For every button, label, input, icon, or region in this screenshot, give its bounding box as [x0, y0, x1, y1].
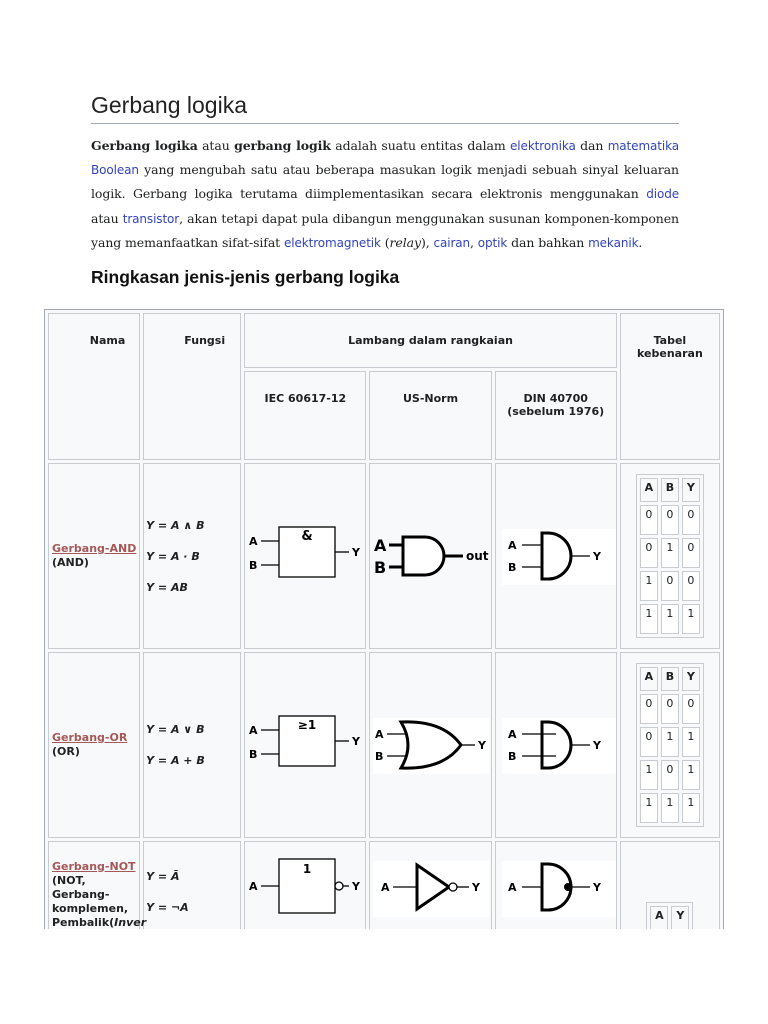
- iec-label: &: [301, 529, 314, 544]
- pin-y-label: Y: [352, 546, 361, 559]
- intro-text: dan bahkan: [507, 234, 589, 250]
- tt-cell: 0: [640, 538, 658, 568]
- tt-cell: 0: [661, 505, 679, 535]
- output-label: out: [465, 549, 489, 563]
- table-row-and: [48, 463, 720, 649]
- truth-table-or: [636, 663, 704, 827]
- function-formula: Y = A + B: [146, 754, 205, 767]
- symbol-us-or: [369, 652, 491, 838]
- tt-cell: 1: [682, 793, 700, 823]
- truth-table-cell: [620, 652, 720, 838]
- intro-text: ,: [470, 234, 478, 250]
- pin-y-label: Y: [592, 881, 601, 894]
- name-desc-italic: Inver: [114, 916, 147, 929]
- link-matematika-boolean[interactable]: matematika Boolean: [91, 139, 680, 178]
- pin-b-label: B: [507, 750, 517, 763]
- gates-table: [44, 309, 724, 929]
- pin-b-label: B: [249, 748, 258, 761]
- tt-header: Y: [682, 478, 700, 502]
- pin-a-label: A: [374, 728, 384, 741]
- truth-table-and: [636, 474, 704, 638]
- term-gerbang-logik: gerbang logik: [234, 138, 331, 153]
- tt-cell: 0: [661, 694, 679, 724]
- pin-a-label: A: [380, 881, 390, 894]
- pin-y-label: Y: [477, 739, 486, 752]
- link-optik[interactable]: optik: [477, 235, 508, 250]
- symbol-iec-not: [244, 841, 366, 929]
- pin-a-label: A: [507, 881, 517, 894]
- tt-header: B: [661, 667, 679, 691]
- tt-header: A: [640, 478, 658, 502]
- tt-cell: 1: [661, 604, 679, 634]
- header-lambang: Lambang dalam rangkaian: [244, 313, 617, 368]
- pin-a-label: A: [507, 728, 517, 741]
- function-cell: [143, 841, 241, 929]
- header-iec: IEC 60617-12: [244, 371, 366, 460]
- tt-cell: 0: [661, 571, 679, 601]
- symbol-din-or: [495, 652, 617, 838]
- function-formula: Y = Ā: [146, 870, 180, 883]
- intro-text: , akan tetapi dapat pula dibangun menggunakan susunan komponen-komponen yang memanfaatkan sifat-sifat: [91, 210, 679, 250]
- link-elektromagnetik[interactable]: elektromagnetik: [283, 235, 381, 250]
- truth-table-not: [646, 902, 693, 929]
- section-heading: Ringkasan jenis-jenis gerbang logika: [91, 267, 400, 288]
- symbol-din-and: [495, 463, 617, 649]
- pin-y-label: Y: [352, 735, 361, 748]
- function-formula: Y = A · B: [146, 549, 200, 563]
- tt-header: Y: [682, 667, 700, 691]
- name-cell: [48, 652, 140, 838]
- link-diode[interactable]: diode: [646, 187, 679, 202]
- pin-a-label: A: [373, 536, 386, 555]
- symbol-iec-and: [244, 463, 366, 649]
- tt-cell: 1: [661, 727, 679, 757]
- link-gerbang-or[interactable]: Gerbang-OR: [52, 731, 128, 744]
- term-gerbang-logika: Gerbang logika: [91, 138, 198, 153]
- iec-label: 1: [303, 862, 312, 876]
- link-gerbang-not[interactable]: Gerbang-NOT: [52, 860, 136, 873]
- intro-text: (: [380, 234, 390, 250]
- intro-paragraph: [91, 134, 679, 255]
- header-us-norm: US-Norm: [369, 371, 491, 460]
- link-gerbang-and[interactable]: Gerbang-AND: [52, 542, 137, 555]
- intro-text: .: [638, 234, 643, 250]
- pin-b-label: B: [373, 558, 386, 577]
- symbol-din-not: [495, 841, 617, 929]
- tt-header: A: [650, 906, 668, 929]
- symbol-iec-or: [244, 652, 366, 838]
- pin-b-label: B: [507, 561, 517, 574]
- name-desc: (AND): [52, 556, 89, 569]
- function-formula: Y = A ∧ B: [146, 518, 205, 532]
- tt-cell: 1: [640, 760, 658, 790]
- tt-cell: 0: [682, 505, 700, 535]
- pin-b-label: B: [249, 559, 258, 572]
- term-relay: relay: [389, 234, 421, 250]
- link-mekanik[interactable]: mekanik: [588, 235, 639, 250]
- link-cairan[interactable]: cairan: [433, 235, 471, 250]
- link-elektronika[interactable]: elektronika: [510, 139, 576, 153]
- truth-table-cell: [620, 841, 720, 929]
- intro-text: yang mengubah satu atau beberapa masukan logik menjadi sebuah sinyal keluaran logik. Gerbang logika terutama diimplementasikan secara elektronis menggunakan: [91, 162, 679, 202]
- header-fungsi: Fungsi: [143, 313, 241, 460]
- gates-table-container: [44, 309, 724, 929]
- symbol-us-not: [369, 841, 491, 929]
- pin-a-label: A: [249, 880, 258, 893]
- pin-a-label: A: [507, 539, 517, 552]
- tt-cell: 0: [640, 727, 658, 757]
- intro-text: atau: [91, 210, 123, 226]
- intro-text: atau: [197, 138, 235, 153]
- function-formula: Y = AB: [146, 580, 188, 594]
- tt-cell: 1: [640, 793, 658, 823]
- tt-cell: 1: [640, 571, 658, 601]
- header-din: DIN 40700 (sebelum 1976): [495, 371, 617, 460]
- symbol-us-and: [369, 463, 491, 649]
- pin-a-label: A: [249, 724, 258, 737]
- tt-cell: 1: [682, 604, 700, 634]
- pin-y-label: Y: [592, 550, 601, 563]
- intro-text: dan: [575, 138, 608, 153]
- tt-cell: 1: [661, 538, 679, 568]
- pin-y-label: Y: [471, 881, 480, 894]
- name-desc: (NOT, Gerbang-komplemen, Pembalik(: [52, 874, 129, 929]
- name-desc: (OR): [52, 745, 80, 758]
- page-title: Gerbang logika: [91, 92, 679, 124]
- pin-y-label: Y: [592, 739, 601, 752]
- tt-header: Y: [671, 906, 689, 929]
- pin-a-label: A: [249, 535, 258, 548]
- article: [91, 92, 679, 288]
- intro-text: adalah suatu entitas dalam: [330, 138, 511, 153]
- truth-table-cell: [620, 463, 720, 649]
- tt-cell: 0: [682, 694, 700, 724]
- function-cell: [143, 463, 241, 649]
- function-cell: [143, 652, 241, 838]
- pin-y-label: Y: [352, 880, 361, 893]
- table-row-not: [48, 841, 720, 929]
- tt-cell: 1: [640, 604, 658, 634]
- name-cell: [48, 841, 147, 929]
- tt-cell: 1: [682, 760, 700, 790]
- tt-cell: 1: [661, 793, 679, 823]
- intro-text: ),: [420, 234, 434, 250]
- tt-header: A: [640, 667, 658, 691]
- tt-header: B: [661, 478, 679, 502]
- tt-cell: 0: [661, 760, 679, 790]
- link-transistor[interactable]: transistor: [122, 211, 180, 226]
- tt-cell: 0: [682, 538, 700, 568]
- header-tabel-kebenaran: Tabel kebenaran: [620, 313, 720, 460]
- name-cell: [48, 463, 140, 649]
- function-formula: Y = A ∨ B: [146, 723, 205, 736]
- pin-b-label: B: [374, 750, 383, 763]
- table-row-or: [48, 652, 720, 838]
- tt-cell: 1: [682, 727, 700, 757]
- iec-label: ≥1: [298, 718, 317, 732]
- tt-cell: 0: [640, 694, 658, 724]
- tt-cell: 0: [640, 505, 658, 535]
- header-nama: Nama: [48, 313, 140, 460]
- function-formula: Y = ¬A: [146, 901, 189, 914]
- tt-cell: 0: [682, 571, 700, 601]
